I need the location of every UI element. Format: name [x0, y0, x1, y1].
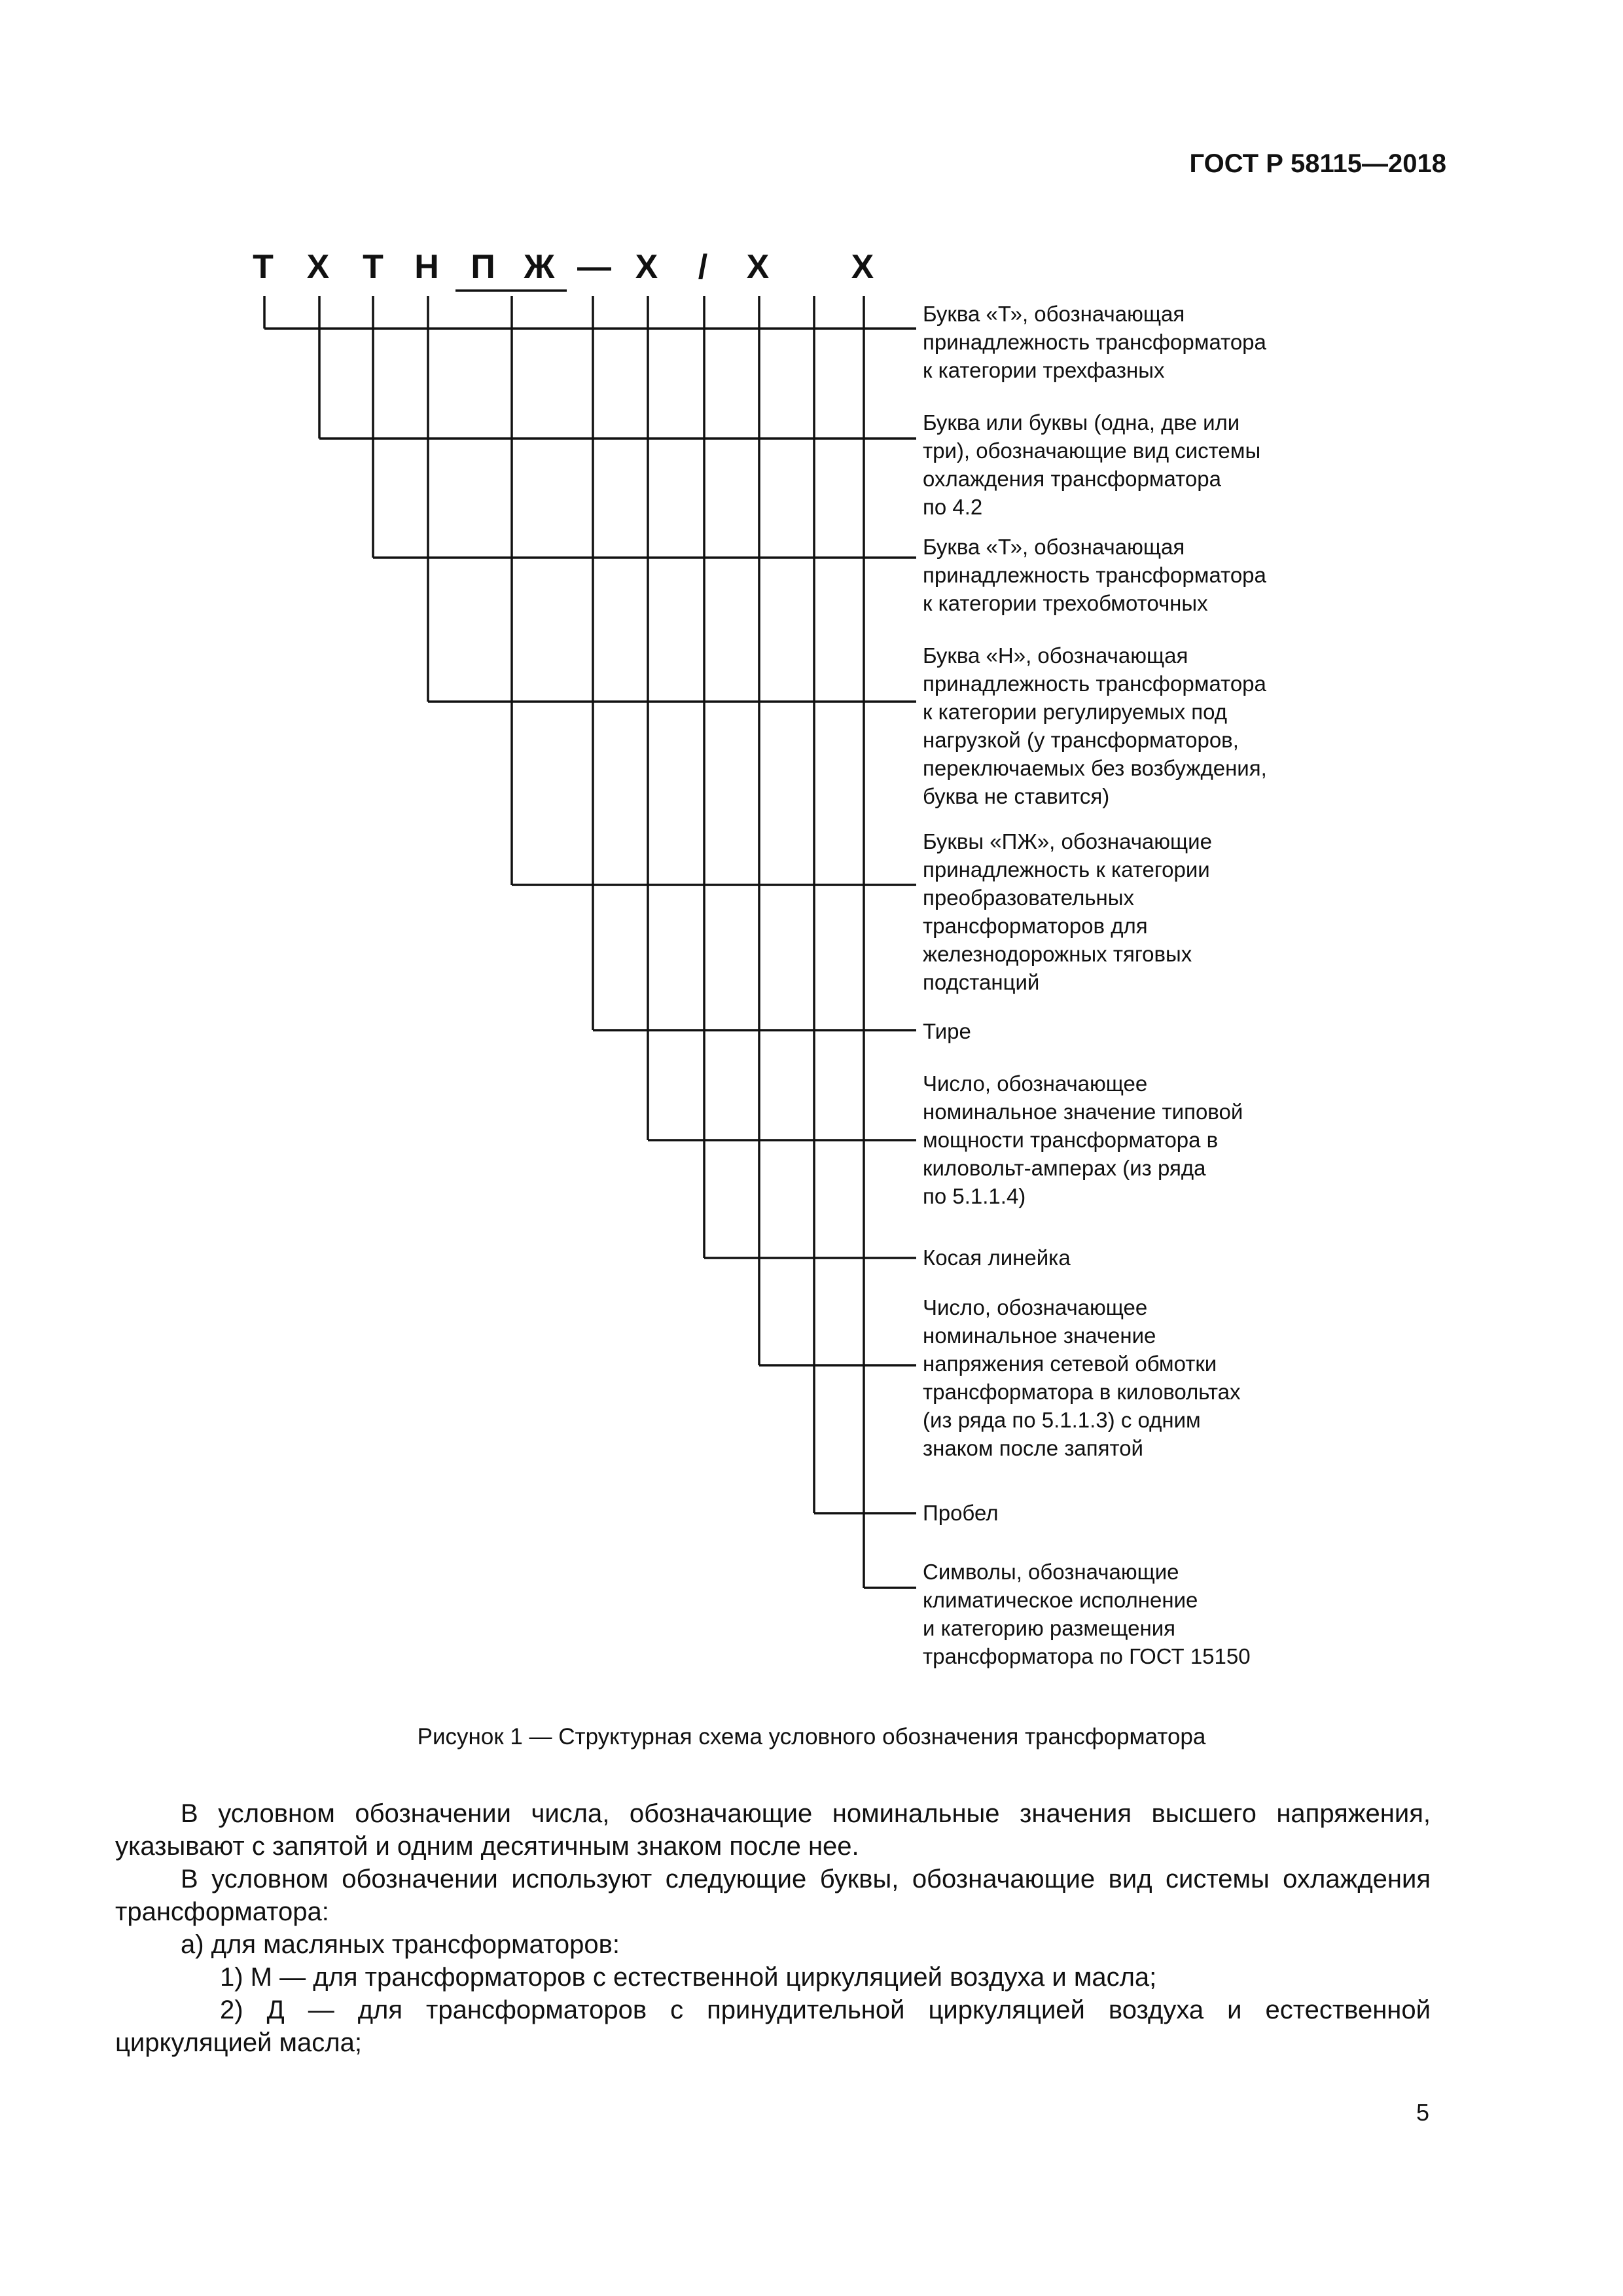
scheme-description-8: Косая линейка [923, 1246, 1071, 1270]
scheme-symbol-t1: Т [253, 248, 274, 286]
scheme-symbol-x3: Х [746, 248, 770, 286]
page-number: 5 [1416, 2099, 1429, 2126]
list-item-1: 1) М — для трансформаторов с естественной циркуляцией воздуха и масла; [220, 1963, 1157, 1992]
document-code-header: ГОСТ Р 58115—2018 [1189, 149, 1446, 178]
scheme-description-10: Пробел [923, 1501, 999, 1525]
scheme-symbol-zh: Ж [524, 248, 555, 286]
scheme-symbol-x1: Х [306, 248, 330, 286]
scheme-symbol-slash: / [698, 248, 708, 286]
scheme-description-2: Буква или буквы (одна, две или три), обозначающие вид системы охлаждения трансформатора по 4.2 [923, 410, 1261, 519]
scheme-description-9: Число, обозначающее номинальное значение напряжения сетевой обмотки трансформатора в киловольтах (из ряда по 5.1.1.3) с одним знаком после запятой [923, 1295, 1241, 1460]
scheme-description-11: Символы, обозначающие климатическое исполнение и категорию размещения трансформатора по ГОСТ 15150 [923, 1560, 1251, 1668]
scheme-description-4: Буква «Н», обозначающая принадлежность трансформатора к категории регулируемых под нагрузкой (у трансформаторов, переключаемых без возбуждения, буква не ставится) [923, 643, 1267, 808]
scheme-description-3: Буква «Т», обозначающая принадлежность трансформатора к категории трехобмоточных [923, 535, 1266, 615]
body-paragraph-2: В условном обозначении используют следующие буквы, обозначающие вид системы охлаждения трансформатора: [115, 1865, 1431, 1926]
scheme-symbol-dash: — [577, 248, 611, 286]
scheme-description-1: Буква «Т», обозначающая принадлежность трансформатора к категории трехфазных [923, 302, 1266, 382]
scheme-description-6: Тире [923, 1019, 971, 1043]
scheme-symbol-x2: Х [635, 248, 658, 286]
scheme-symbol-n: Н [414, 248, 439, 286]
scheme-symbol-p: П [471, 248, 495, 286]
list-item-2: 2) Д — для трансформаторов с принудительной циркуляцией воздуха и естественной циркуляцией масла; [115, 1996, 1431, 2057]
scheme-symbol-x4: Х [851, 248, 874, 286]
scheme-description-7: Число, обозначающее номинальное значение типовой мощности трансформатора в киловольт-амперах (из ряда по 5.1.1.4) [923, 1071, 1243, 1208]
scheme-description-5: Буквы «ПЖ», обозначающие принадлежность к категории преобразовательных трансформаторов для железнодорожных тяговых подстанций [923, 829, 1212, 994]
list-item-a: а) для масляных трансформаторов: [181, 1930, 620, 1959]
scheme-symbol-t2: Т [363, 248, 383, 286]
body-paragraph-1: В условном обозначении числа, обозначающие номинальные значения высшего напряжения, указывают с запятой и одним десятичным знаком после нее. [115, 1799, 1431, 1861]
figure-caption: Рисунок 1 — Структурная схема условного обозначения трансформатора [417, 1724, 1206, 1749]
